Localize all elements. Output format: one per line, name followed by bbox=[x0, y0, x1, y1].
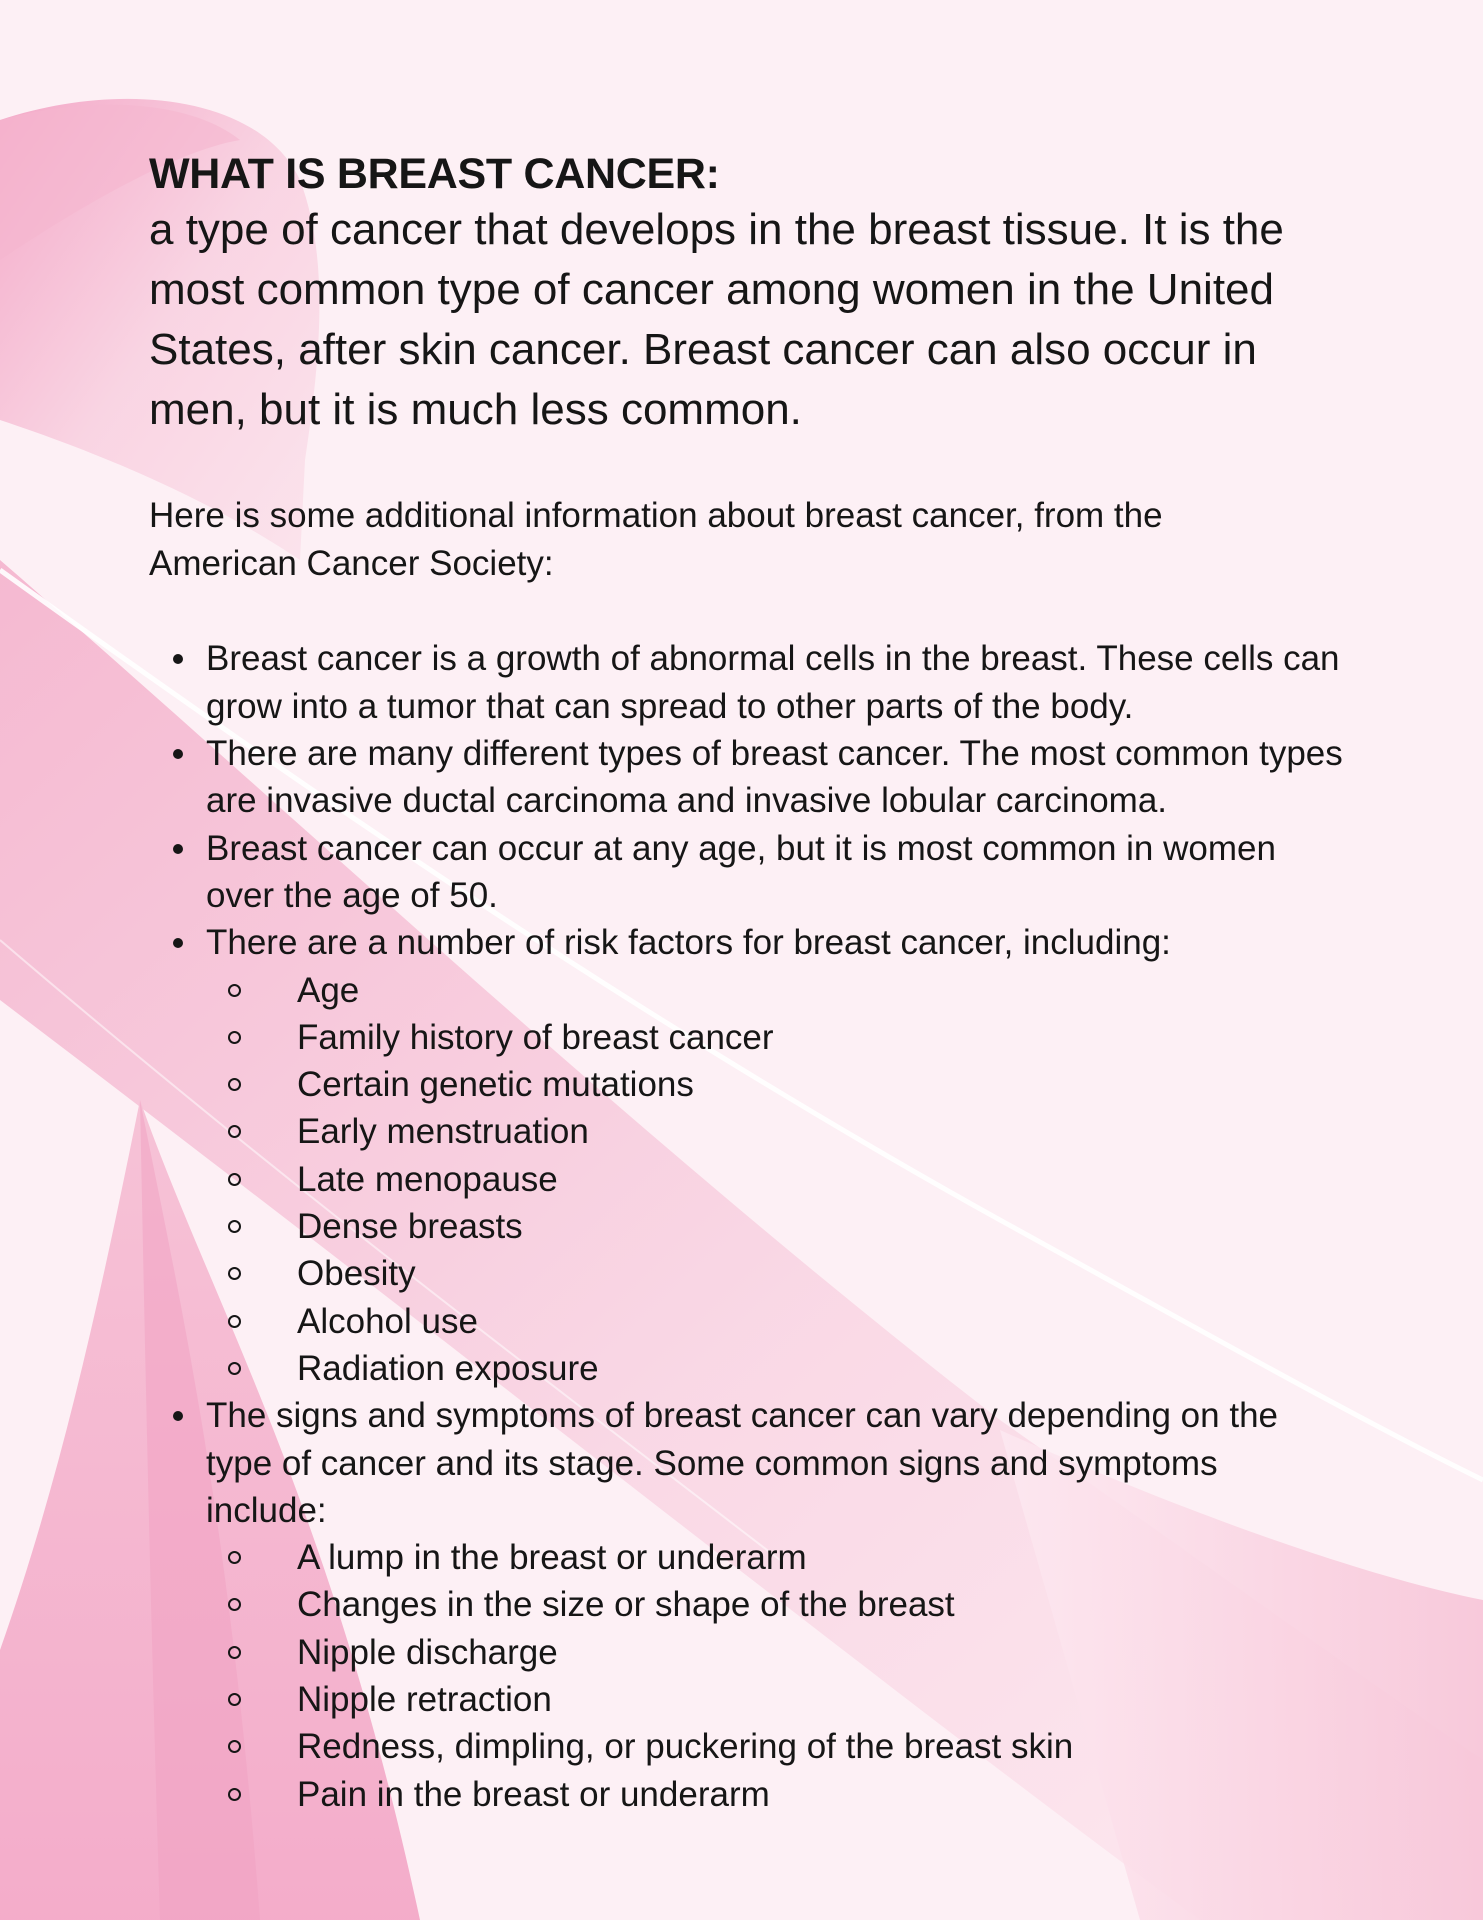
sub-list-item bbox=[149, 1676, 1346, 1723]
sub-list-item bbox=[149, 1581, 1346, 1628]
circle-bullet-icon bbox=[228, 1315, 241, 1328]
sub-list-item-text: Nipple retraction bbox=[297, 1679, 552, 1719]
circle-bullet-icon bbox=[228, 1173, 241, 1186]
document-body bbox=[149, 148, 1349, 1818]
list-item-text: There are a number of risk factors for breast cancer, including: bbox=[206, 923, 1171, 963]
sub-list-item bbox=[149, 1534, 1346, 1581]
bullet-icon bbox=[173, 1411, 183, 1421]
sub-list-item bbox=[149, 1771, 1346, 1818]
list-item-text: Breast cancer can occur at any age, but it is most common in women over the age of 50. bbox=[206, 828, 1276, 915]
definition-paragraph: a type of cancer that develops in the breast tissue. It is the most common type of cancer among women in the United States, after skin cancer. Breast cancer can also occur in men, but it is much less common. bbox=[149, 205, 1284, 435]
symptoms-list bbox=[206, 1534, 1346, 1818]
sub-list-item bbox=[149, 1156, 1346, 1203]
circle-bullet-icon bbox=[228, 1551, 241, 1564]
sub-list-item-text: Nipple discharge bbox=[297, 1632, 558, 1672]
circle-bullet-icon bbox=[228, 1788, 241, 1801]
sub-list-item bbox=[149, 1014, 1346, 1061]
sub-list-item-text: Radiation exposure bbox=[297, 1348, 599, 1388]
circle-bullet-icon bbox=[228, 1125, 241, 1138]
sub-list-item-text: Certain genetic mutations bbox=[297, 1065, 694, 1105]
circle-bullet-icon bbox=[228, 1646, 241, 1659]
sub-list-item bbox=[149, 1203, 1346, 1250]
sub-list-item-text: Age bbox=[297, 970, 360, 1010]
page-title: WHAT IS BREAST CANCER: bbox=[149, 150, 720, 198]
sub-list-item-text: Redness, dimpling, or puckering of the breast skin bbox=[297, 1727, 1074, 1767]
list-item bbox=[149, 730, 1346, 825]
sub-list-item bbox=[149, 1723, 1346, 1770]
circle-bullet-icon bbox=[228, 1078, 241, 1091]
sub-list-item-text: Alcohol use bbox=[297, 1301, 478, 1341]
bullet-icon bbox=[173, 749, 183, 759]
sub-list-item bbox=[149, 1250, 1346, 1297]
sub-list-item-text: Dense breasts bbox=[297, 1207, 523, 1247]
sub-list-item-text: Late menopause bbox=[297, 1159, 558, 1199]
sub-list-item bbox=[149, 1629, 1346, 1676]
sub-list-item bbox=[149, 1345, 1346, 1392]
circle-bullet-icon bbox=[228, 1693, 241, 1706]
sub-list-item bbox=[149, 967, 1346, 1014]
circle-bullet-icon bbox=[228, 1740, 241, 1753]
list-item-text: There are many different types of breast cancer. The most common types are invasive ductal carcinoma and invasive lobular carcinoma. bbox=[206, 734, 1343, 821]
sub-list-item bbox=[149, 1108, 1346, 1155]
sub-list-item-text: Early menstruation bbox=[297, 1112, 589, 1152]
sub-list-item-text: Obesity bbox=[297, 1254, 416, 1294]
list-item-text: The signs and symptoms of breast cancer can vary depending on the type of cancer and its stage. Some common signs and symptoms include: bbox=[206, 1396, 1278, 1530]
circle-bullet-icon bbox=[228, 1220, 241, 1233]
bullet-icon bbox=[173, 844, 183, 854]
circle-bullet-icon bbox=[228, 1362, 241, 1375]
circle-bullet-icon bbox=[228, 1031, 241, 1044]
list-item bbox=[149, 1392, 1346, 1818]
bullet-icon bbox=[173, 654, 183, 664]
info-list bbox=[149, 635, 1349, 1817]
sub-list-item bbox=[149, 1061, 1346, 1108]
list-item bbox=[149, 919, 1346, 1392]
sub-list-item-text: Changes in the size or shape of the breast bbox=[297, 1585, 955, 1625]
circle-bullet-icon bbox=[228, 1267, 241, 1280]
list-item bbox=[149, 635, 1346, 730]
circle-bullet-icon bbox=[228, 984, 241, 997]
circle-bullet-icon bbox=[228, 1598, 241, 1611]
bullet-icon bbox=[173, 938, 183, 948]
sub-list-item-text: A lump in the breast or underarm bbox=[297, 1538, 807, 1578]
sub-list-item-text: Family history of breast cancer bbox=[297, 1017, 774, 1057]
sub-list-item-text: Pain in the breast or underarm bbox=[297, 1774, 770, 1814]
sub-list-item bbox=[149, 1298, 1346, 1345]
list-item bbox=[149, 825, 1346, 920]
list-item-text: Breast cancer is a growth of abnormal cells in the breast. These cells can grow into a tumor that can spread to other parts of the body. bbox=[206, 639, 1340, 726]
intro-paragraph: Here is some additional information about breast cancer, from the American Cancer Society: bbox=[149, 496, 1163, 584]
risk-factors-list bbox=[206, 967, 1346, 1393]
